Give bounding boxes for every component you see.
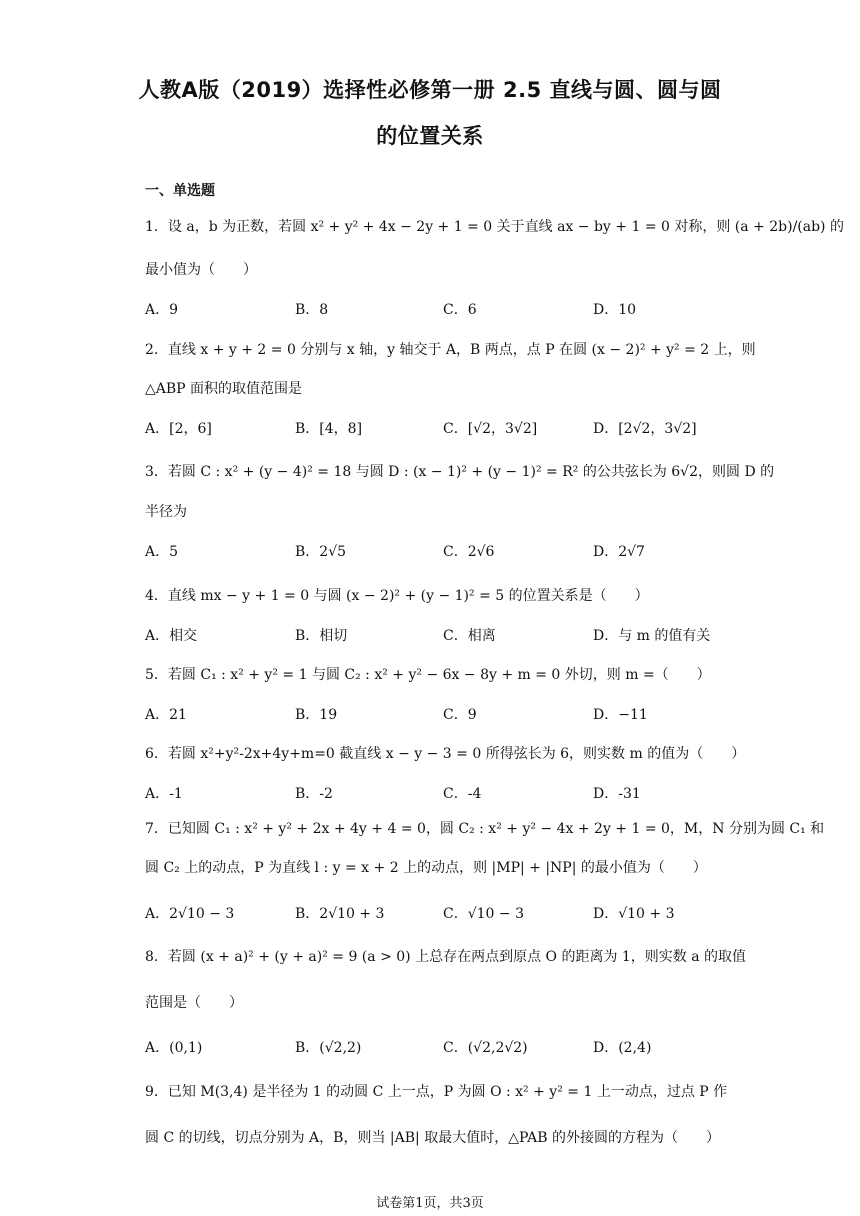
question-2-option-a: A．[2，6] (145, 421, 212, 437)
question-3-option-d: D．2√7 (593, 544, 645, 560)
section-heading: 一、单选题 (145, 183, 215, 199)
question-6-option-b: B．-2 (295, 786, 333, 802)
page-footer: 试卷第1页，共3页 (376, 1196, 484, 1211)
question-7-option-a: A．2√10 − 3 (145, 906, 235, 922)
question-1-option-b: B．8 (295, 302, 329, 318)
page-title-continued: 的位置关系 (376, 124, 484, 148)
question-1-stem-line-1: 1．设 a，b 为正数，若圆 x² + y² + 4x − 2y + 1 = 0 关于直线 ax − by + 1 = 0 对称，则 (a + 2b)/(ab) 的 (145, 219, 844, 235)
question-1-option-d: D．10 (593, 302, 637, 318)
question-3-stem-line-1: 3．若圆 C : x² + (y − 4)² = 18 与圆 D : (x − 1)² + (y − 1)² = R² 的公共弦长为 6√2，则圆 D 的 (145, 464, 775, 480)
question-6-option-a: A．-1 (145, 786, 183, 802)
question-4-option-a: A．相交 (145, 628, 198, 644)
question-8-stem-line-1: 8．若圆 (x + a)² + (y + a)² = 9 (a > 0) 上总存在两点到原点 O 的距离为 1，则实数 a 的取值 (145, 949, 747, 965)
question-2-option-b: B．[4，8] (295, 421, 363, 437)
question-3-stem-line-2: 半径为 (145, 504, 187, 520)
question-9-stem-line-1: 9．已知 M(3,4) 是半径为 1 的动圆 C 上一点，P 为圆 O : x² + y² = 1 上一动点，过点 P 作 (145, 1084, 728, 1100)
question-9-stem-line-2: 圆 C 的切线，切点分别为 A，B，则当 |AB| 取最大值时，△PAB 的外接圆的方程为（ ） (145, 1130, 720, 1146)
question-7-option-c: C．√10 − 3 (443, 906, 524, 922)
question-7-stem-line-2: 圆 C₂ 上的动点，P 为直线 l : y = x + 2 上的动点，则 |MP| + |NP| 的最小值为（ ） (145, 860, 707, 876)
question-1-stem-line-2: 最小值为（ ） (145, 262, 257, 278)
question-4-option-c: C．相离 (443, 628, 496, 644)
question-8-option-b: B．(√2,2) (295, 1040, 362, 1056)
question-3-option-b: B．2√5 (295, 544, 347, 560)
question-6-option-d: D．-31 (593, 786, 641, 802)
question-2-option-d: D．[2√2，3√2] (593, 421, 697, 437)
question-2-stem-line-1: 2．直线 x + y + 2 = 0 分别与 x 轴，y 轴交于 A，B 两点，点 P 在圆 (x − 2)² + y² = 2 上，则 (145, 342, 756, 358)
question-6-option-c: C．-4 (443, 786, 482, 802)
question-2-stem-line-2: △ABP 面积的取值范围是 (145, 381, 303, 397)
question-3-option-c: C．2√6 (443, 544, 495, 560)
question-7-option-d: D．√10 + 3 (593, 906, 675, 922)
question-8-stem-line-2: 范围是（ ） (145, 995, 243, 1011)
question-7-stem-line-1: 7．已知圆 C₁ : x² + y² + 2x + 4y + 4 = 0，圆 C₂ : x² + y² − 4x + 2y + 1 = 0，M，N 分别为圆 C₁ 和 (145, 821, 825, 837)
question-5-option-d: D．−11 (593, 707, 648, 723)
page-title: 人教A版（2019）选择性必修第一册 2.5 直线与圆、圆与圆 (138, 78, 722, 102)
question-3-option-a: A．5 (145, 544, 179, 560)
question-5-option-a: A．21 (145, 707, 187, 723)
question-4-option-d: D．与 m 的值有关 (593, 628, 711, 644)
question-1-option-c: C．6 (443, 302, 477, 318)
question-4-option-b: B．相切 (295, 628, 348, 644)
question-8-option-c: C．(√2,2√2) (443, 1040, 528, 1056)
question-8-option-d: D．(2,4) (593, 1040, 652, 1056)
question-6-stem: 6．若圆 x²+y²-2x+4y+m=0 截直线 x − y − 3 = 0 所得弦长为 6，则实数 m 的值为（ ） (145, 746, 746, 762)
question-1-option-a: A．9 (145, 302, 179, 318)
question-5-option-b: B．19 (295, 707, 338, 723)
question-2-option-c: C．[√2，3√2] (443, 421, 538, 437)
question-8-option-a: A．(0,1) (145, 1040, 203, 1056)
question-5-option-c: C．9 (443, 707, 477, 723)
question-7-option-b: B．2√10 + 3 (295, 906, 385, 922)
question-5-stem: 5．若圆 C₁ : x² + y² = 1 与圆 C₂ : x² + y² − 6x − 8y + m = 0 外切，则 m =（ ） (145, 667, 711, 683)
question-4-stem: 4．直线 mx − y + 1 = 0 与圆 (x − 2)² + (y − 1)² = 5 的位置关系是（ ） (145, 588, 649, 604)
